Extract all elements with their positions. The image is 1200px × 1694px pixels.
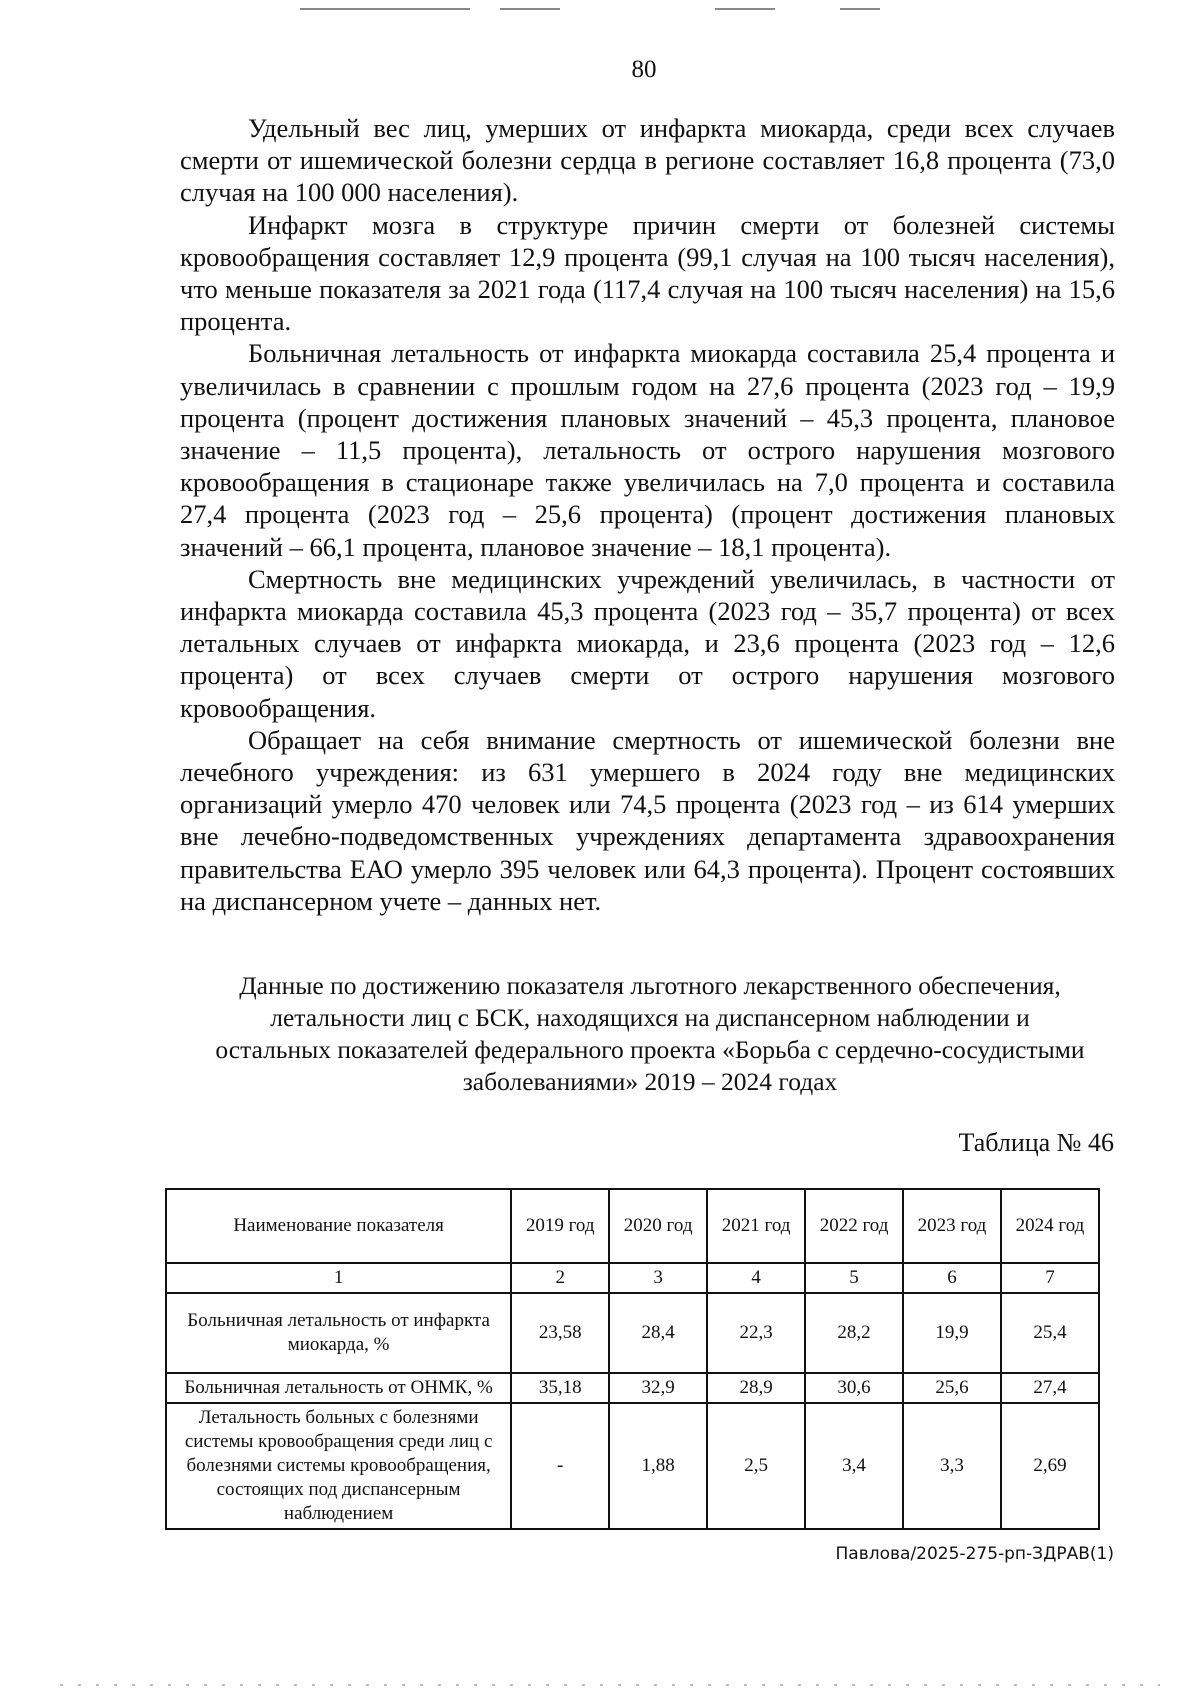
paragraph: Обращает на себя внимание смертность от ишемической болезни вне лечебного учреждения: из 631 умершего в 2024 году вне медицинских организаций умерло 470 человек или 74,5 процента (2023 год – из 614 умерших вне лечебно-подведомственных учреждениях департамента здравоохранения правительства ЕАО умерло 395 человек или 64,3 процента). Процент состоявших на диспансерном учете – данных нет. <box>180 724 1115 916</box>
indicators-table <box>165 1188 1100 1530</box>
table-cell: 2,5 <box>707 1403 805 1529</box>
table-number: Таблица № 46 <box>958 1128 1114 1157</box>
table-cell: 25,4 <box>1001 1293 1099 1373</box>
table-cell: 3,3 <box>903 1403 1001 1529</box>
indicator-name: Больничная летальность от ОНМК, % <box>166 1373 511 1403</box>
column-number: 1 <box>166 1263 511 1293</box>
header-cell: 2022 год <box>805 1189 903 1263</box>
indicator-name: Больничная летальность от инфаркта миокарда, % <box>166 1293 511 1373</box>
page-number: 80 <box>631 56 657 83</box>
table-row <box>166 1403 1099 1529</box>
table-cell: 28,4 <box>609 1293 707 1373</box>
header-cell: Наименование показателя <box>166 1189 511 1263</box>
scan-artifact-line <box>840 8 880 10</box>
table-cell: 30,6 <box>805 1373 903 1403</box>
table-cell: 28,9 <box>707 1373 805 1403</box>
column-number: 4 <box>707 1263 805 1293</box>
table-caption: Данные по достижению показателя льготного лекарственного обеспечения, летальности лиц с БСК, находящихся на диспансерном наблюдении и остальных показателей федерального проекта «Борьба с сердечно-сосудистыми заболеваниями» 2019 – 2024 годах <box>215 971 1085 1096</box>
table-cell: 32,9 <box>609 1373 707 1403</box>
table-cell: 27,4 <box>1001 1373 1099 1403</box>
indicator-name: Летальность больных с болезнями системы кровообращения среди лиц с болезнями системы кровообращения, состоящих под диспансерным наблюдением <box>166 1403 511 1529</box>
column-number-row <box>166 1263 1099 1293</box>
paragraph: Инфаркт мозга в структуре причин смерти от болезней системы кровообращения составляет 12,9 процента (99,1 случая на 100 тысяч населения), что меньше показателя за 2021 года (117,4 случая на 100 тысяч населения) на 15,6 процента. <box>180 209 1115 337</box>
paragraph: Удельный вес лиц, умерших от инфаркта миокарда, среди всех случаев смерти от ишемической болезни сердца в регионе составляет 16,8 процента (73,0 случая на 100 000 населения). <box>180 113 1115 208</box>
scan-artifact-dots <box>60 1684 1160 1686</box>
body-text <box>180 112 1115 917</box>
table-cell: 25,6 <box>903 1373 1001 1403</box>
table-cell: 1,88 <box>609 1403 707 1529</box>
header-cell: 2024 год <box>1001 1189 1099 1263</box>
table-row <box>166 1293 1099 1373</box>
column-number: 6 <box>903 1263 1001 1293</box>
column-number: 2 <box>511 1263 609 1293</box>
header-cell: 2019 год <box>511 1189 609 1263</box>
table-cell: 2,69 <box>1001 1403 1099 1529</box>
scan-artifact-line <box>300 8 470 10</box>
table-cell: 35,18 <box>511 1373 609 1403</box>
table-cell: 22,3 <box>707 1293 805 1373</box>
column-number: 3 <box>609 1263 707 1293</box>
table-header-row <box>166 1189 1099 1263</box>
column-number: 7 <box>1001 1263 1099 1293</box>
header-cell: 2021 год <box>707 1189 805 1263</box>
scan-artifact-line <box>715 8 775 10</box>
table-cell: - <box>511 1403 609 1529</box>
header-cell: 2020 год <box>609 1189 707 1263</box>
paragraph: Больничная летальность от инфаркта миокарда составила 25,4 процента и увеличилась в сравнении с прошлым годом на 27,6 процента (2023 год – 19,9 процента (процент достижения плановых значений – 45,3 процента, плановое значение – 11,5 процента), летальность от острого нарушения мозгового кровообращения в стационаре также увеличилась на 7,0 процента и составила 27,4 процента (2023 год – 25,6 процента) (процент достижения плановых значений – 66,1 процента, плановое значение – 18,1 процента). <box>180 338 1115 562</box>
document-footer-id: Павлова/2025-275-рп-ЗДРАВ(1) <box>835 1544 1114 1564</box>
table-cell: 23,58 <box>511 1293 609 1373</box>
table-cell: 3,4 <box>805 1403 903 1529</box>
table-cell: 19,9 <box>903 1293 1001 1373</box>
scan-artifact-line <box>500 8 560 10</box>
column-number: 5 <box>805 1263 903 1293</box>
table-cell: 28,2 <box>805 1293 903 1373</box>
header-cell: 2023 год <box>903 1189 1001 1263</box>
table-row <box>166 1373 1099 1403</box>
paragraph: Смертность вне медицинских учреждений увеличилась, в частности от инфаркта миокарда составила 45,3 процента (2023 год – 35,7 процента) от всех летальных случаев от инфаркта миокарда, и 23,6 процента (2023 год – 12,6 процента) от всех случаев смерти от острого нарушения мозгового кровообращения. <box>180 563 1115 723</box>
